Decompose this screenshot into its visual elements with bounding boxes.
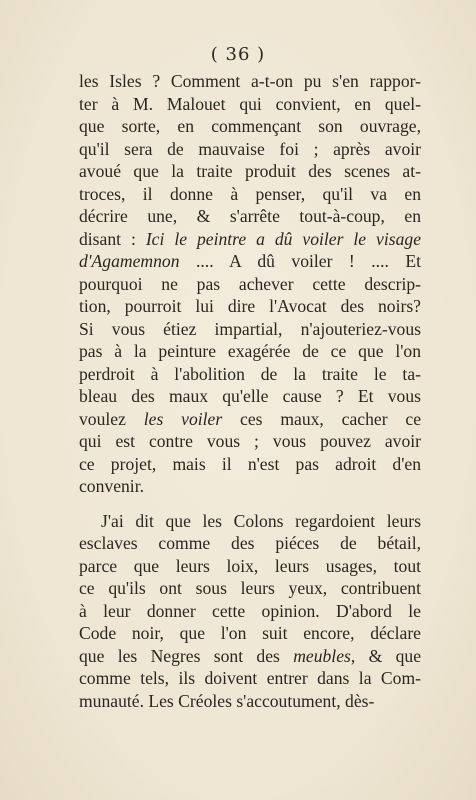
text-line: perdroit à l'abolition de la traite le ta- [79, 363, 421, 384]
text-line: parce que leurs loix, leurs usages, tout [79, 555, 421, 576]
paragraph-gap [79, 498, 421, 510]
text-segment: , & que [350, 645, 421, 666]
body-text [79, 70, 421, 712]
text-line: pas à la peinture exagérée de ce que l'on [79, 341, 421, 361]
text-line: à leur donner cette opinion. D'abord le [79, 600, 421, 621]
page-number: ( 36 ) [210, 44, 266, 65]
text-line [79, 408, 421, 431]
text-line: qu'il sera de mauvaise foi ; après avoir [79, 138, 421, 159]
text-line: qui est contre vous ; vous pouvez avoir [79, 431, 421, 451]
text-line [79, 250, 421, 273]
text-line: ce projet, mais il n'est pas adroit d'en [79, 453, 421, 474]
text-line: troces, il donne à penser, qu'il va en [79, 183, 421, 204]
text-segment: .... A dû voiler ! .... Et [179, 251, 421, 271]
text-line: avoué que la traite produit des scenes at- [79, 161, 421, 181]
text-line: ce qu'ils ont sous leurs yeux, contribuent [79, 578, 421, 598]
text-line: esclaves comme des piéces de bétail, [79, 533, 421, 553]
text-line: ter à M. Malouet qui convient, en quel- [79, 93, 421, 114]
text-line: bleau des maux qu'elle cause ? Et vous [79, 386, 421, 406]
italic-segment: les voiler [143, 408, 223, 429]
text-segment: que les Negres sont des [79, 645, 294, 666]
text-line [79, 645, 421, 668]
italic-segment: d'Agamemnon [79, 251, 180, 271]
text-segment: ces maux, cacher ce [222, 408, 421, 429]
text-segment: voulez [79, 408, 144, 429]
text-line: comme tels, ils doivent entrer dans la Com- [79, 668, 421, 688]
text-line: tion, pourroit lui dire l'Avocat des noirs? [79, 296, 421, 316]
text-line: Code noir, que l'on suit encore, déclare [79, 623, 421, 643]
italic-segment: meubles [293, 645, 351, 666]
text-line: les Isles ? Comment a-t-on pu s'en rappor- [79, 71, 421, 91]
text-line: convenir. [79, 476, 144, 496]
text-line: munauté. Les Créoles s'accoutument, dès- [79, 690, 375, 711]
text-line: décrire une, & s'arrête tout-à-coup, en [79, 206, 421, 226]
text-segment: disant : [79, 228, 146, 249]
text-line: pourquoi ne pas achever cette descrip- [79, 273, 421, 294]
text-line: Si vous étiez impartial, n'ajouteriez-vous [79, 318, 421, 339]
italic-segment: Ici le peintre a dû voiler le visage [145, 228, 421, 249]
text-line: que sorte, en commençant son ouvrage, [79, 116, 421, 136]
text-line: J'ai dit que les Colons regardoient leurs [101, 510, 421, 531]
text-line [79, 228, 421, 251]
